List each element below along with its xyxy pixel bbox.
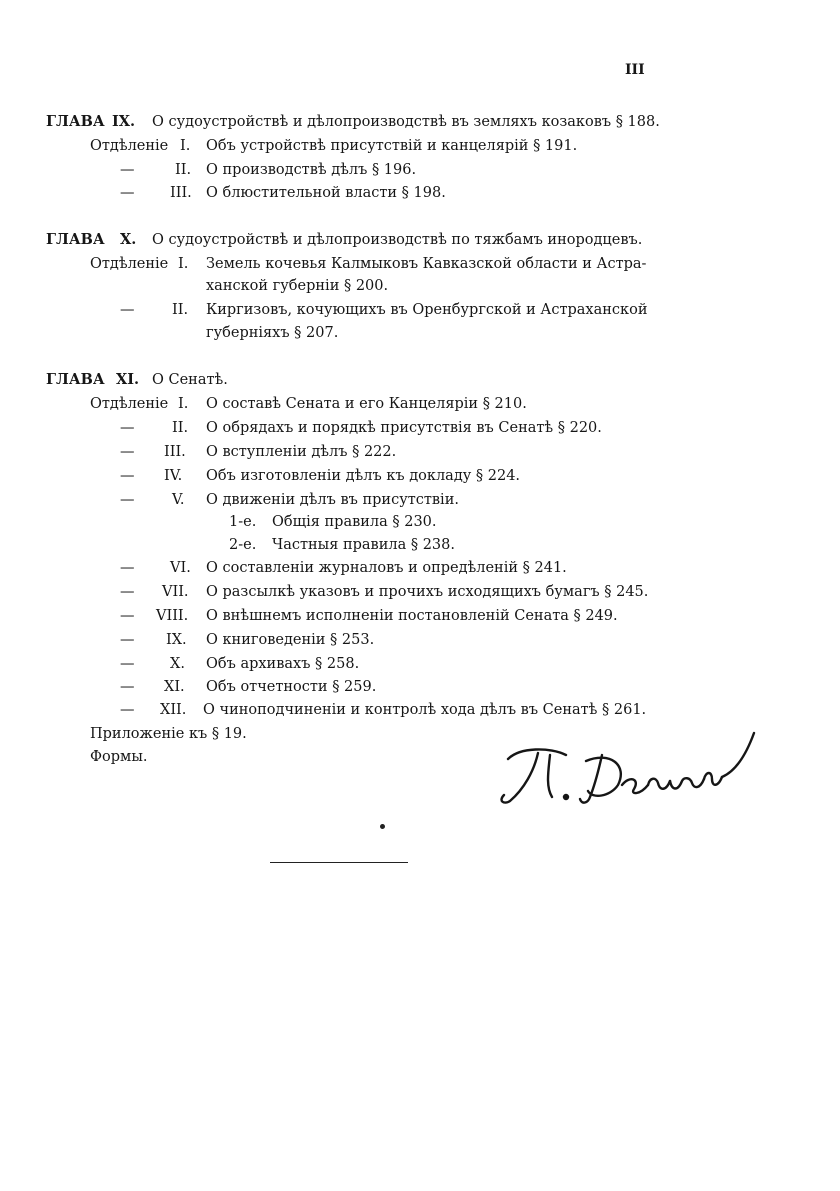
section-prefix: Отдѣленiе <box>90 138 169 154</box>
section-numeral: VI. <box>170 560 191 576</box>
section-numeral: II. <box>172 420 189 436</box>
section-numeral: I. <box>178 396 189 412</box>
section-title: О разсылкѣ указовъ и прочихъ исходящихъ бумагъ § 245. <box>206 584 649 600</box>
section-title: Киргизовъ, кочующихъ въ Оренбургской и Астраханской <box>206 302 648 318</box>
section-title: О составленiи журналовъ и опредѣленiй § 241. <box>206 560 567 576</box>
section-prefix: — <box>120 492 135 508</box>
section-numeral: X. <box>170 656 185 672</box>
section-numeral: XI. <box>164 679 185 695</box>
page-number: III <box>625 62 645 78</box>
section-numeral: II. <box>175 162 192 178</box>
section-title: О производствѣ дѣлъ § 196. <box>206 162 417 178</box>
subsection-title: Общiя правила § 230. <box>272 514 437 530</box>
section-title-continued: губернiяхъ § 207. <box>206 325 339 341</box>
section-title: Объ изготовленiи дѣлъ къ докладу § 224. <box>206 468 521 484</box>
chapter-10-title: О судоустройствѣ и дѣлопроизводствѣ по тяжбамъ инородцевъ. <box>152 232 643 248</box>
section-title: О вступленiи дѣлъ § 222. <box>206 444 397 460</box>
section-prefix: Отдѣленiе <box>90 256 169 272</box>
section-prefix: — <box>120 162 135 178</box>
section-title: Объ архивахъ § 258. <box>206 656 360 672</box>
section-prefix: Отдѣленiе <box>90 396 169 412</box>
section-title: О обрядахъ и порядкѣ присутствiя въ Сенатѣ § 220. <box>206 420 602 436</box>
section-title: Объ устройствѣ присутствiй и канцелярiй § 191. <box>206 138 578 154</box>
section-title: О движенiи дѣлъ въ присутствiи. <box>206 492 459 508</box>
section-title: О книговеденiи § 253. <box>206 632 375 648</box>
section-prefix: — <box>120 302 135 318</box>
chapter-11-title: О Сенатѣ. <box>152 372 228 388</box>
section-prefix: — <box>120 468 135 484</box>
section-title: Объ отчетности § 259. <box>206 679 377 695</box>
section-prefix: — <box>120 560 135 576</box>
appendix-entry: Приложенiе къ § 19. <box>90 726 247 742</box>
section-prefix: — <box>120 632 135 648</box>
subsection-label: 1-е. <box>229 514 257 530</box>
section-title: О составѣ Сената и его Канцелярiи § 210. <box>206 396 527 412</box>
section-title-continued: ханской губернiи § 200. <box>206 278 389 294</box>
ink-dot <box>380 824 385 829</box>
section-numeral: IX. <box>166 632 187 648</box>
chapter-11-label: ГЛАВА <box>46 371 105 388</box>
chapter-11-numeral: XI. <box>116 371 140 388</box>
end-rule <box>270 862 408 863</box>
chapter-9-label: ГЛАВА <box>46 113 105 130</box>
forms-entry: Формы. <box>90 749 148 765</box>
chapter-10-label: ГЛАВА <box>46 231 105 248</box>
chapter-10-numeral: X. <box>120 231 137 248</box>
subsection-title: Частныя правила § 238. <box>272 537 455 553</box>
section-numeral: VIII. <box>156 608 189 624</box>
section-prefix: — <box>120 702 135 718</box>
section-numeral: II. <box>172 302 189 318</box>
section-prefix: — <box>120 584 135 600</box>
section-prefix: — <box>120 608 135 624</box>
section-numeral: III. <box>164 444 186 460</box>
section-numeral: III. <box>170 185 192 201</box>
section-numeral: V. <box>172 492 185 508</box>
section-prefix: — <box>120 679 135 695</box>
section-prefix: — <box>120 444 135 460</box>
section-numeral: VII. <box>162 584 189 600</box>
section-title: О блюстительной власти § 198. <box>206 185 446 201</box>
section-title: О внѣшнемъ исполненiи постановленiй Сената § 249. <box>206 608 618 624</box>
section-title: Земель кочевья Калмыковъ Кавказской области и Астра- <box>206 256 647 272</box>
section-prefix: — <box>120 420 135 436</box>
subsection-label: 2-е. <box>229 537 257 553</box>
section-numeral: XII. <box>160 702 187 718</box>
section-prefix: — <box>120 185 135 201</box>
section-prefix: — <box>120 656 135 672</box>
chapter-9-title: О судоустройствѣ и дѣлопроизводствѣ въ земляхъ козаковъ § 188. <box>152 114 660 130</box>
section-title: О чиноподчиненiи и контролѣ хода дѣлъ въ Сенатѣ § 261. <box>203 702 647 718</box>
handwritten-signature <box>490 725 760 815</box>
section-numeral: IV. <box>164 468 183 484</box>
section-numeral: I. <box>178 256 189 272</box>
chapter-9-numeral: IX. <box>112 113 136 130</box>
section-numeral: I. <box>180 138 191 154</box>
